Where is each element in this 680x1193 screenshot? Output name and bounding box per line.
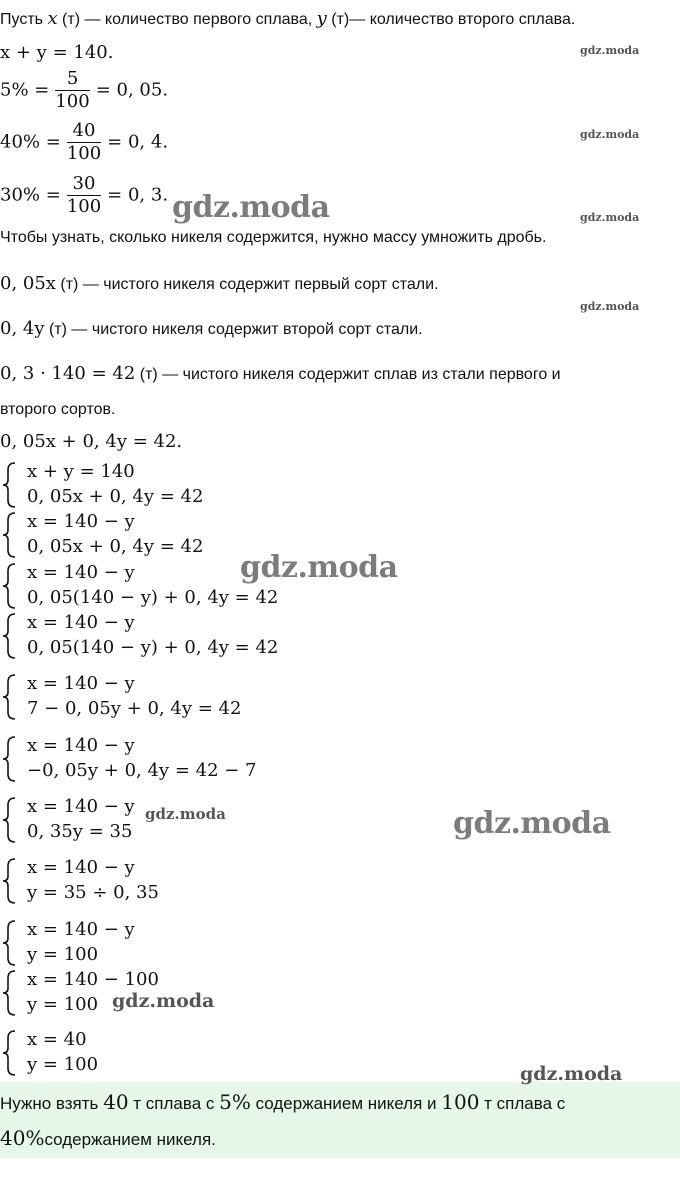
left-brace-icon	[2, 512, 20, 558]
text-mass: Чтобы узнать, сколько никеля содержится, нужно массу умножить дробь.	[0, 229, 547, 246]
percent-5-line	[0, 70, 168, 111]
system-equation: x + y = 140	[27, 461, 135, 482]
watermark: gdz.moda	[240, 550, 398, 585]
system-equation: −0, 05y + 0, 4y = 42 − 7	[27, 760, 257, 781]
nickel-line-1	[0, 273, 438, 295]
system-equation: 0, 05x + 0, 4y = 42	[27, 536, 204, 557]
left-brace-icon	[2, 613, 20, 659]
answer-text: т сплава с	[128, 1094, 220, 1113]
system-equation: 0, 05x + 0, 4y = 42	[27, 486, 204, 507]
fraction-denominator: 100	[55, 91, 90, 112]
left-brace-icon	[2, 462, 20, 508]
percent-lhs: 40% =	[0, 131, 61, 153]
percent-rhs: = 0, 05.	[95, 79, 169, 101]
left-brace-icon	[2, 736, 20, 782]
system-equation: x = 140 − y	[27, 857, 135, 878]
system-equation: 0, 05(140 − y) + 0, 4y = 42	[27, 637, 279, 658]
system-equation: x = 140 − y	[27, 612, 135, 633]
nickel-2-math: 0, 4y	[0, 318, 45, 339]
fraction-numerator: 40	[67, 122, 101, 143]
nickel-3-math: 0, 3 · 140 = 42	[0, 363, 136, 384]
system-equation: x = 40	[27, 1029, 87, 1050]
system-equation: x = 140 − y	[27, 562, 135, 583]
fraction-denominator: 100	[66, 143, 102, 164]
nickel-3-text: (т) — чистого никеля содержит сплав из стали первого и	[135, 366, 561, 383]
answer-text: содержанием никеля и	[250, 1094, 442, 1113]
answer-line-1	[0, 1090, 565, 1114]
nickel-1-math: 0, 05x	[0, 273, 56, 294]
fraction	[55, 70, 89, 111]
left-brace-icon	[2, 797, 20, 843]
left-brace-icon	[2, 674, 20, 720]
watermark: gdz.moda	[172, 190, 330, 225]
fraction-denominator: 100	[66, 196, 102, 217]
system-equation: 0, 05(140 − y) + 0, 4y = 42	[27, 587, 279, 608]
left-brace-icon	[2, 970, 20, 1016]
system-equation: y = 100	[27, 994, 99, 1015]
system-equation: 0, 35y = 35	[27, 821, 133, 842]
system-equation: x = 140 − y	[27, 735, 135, 756]
var-x: x	[47, 8, 58, 29]
system-equation: x = 140 − y	[27, 796, 135, 817]
fraction	[67, 122, 101, 163]
fraction	[67, 175, 101, 216]
percent-40-line	[0, 122, 168, 163]
percent-lhs: 5% =	[0, 79, 50, 101]
watermark: gdz.moda	[580, 128, 640, 141]
var-y: y	[316, 8, 327, 29]
equation-main: 0, 05x + 0, 4y = 42.	[0, 431, 183, 452]
equation-sum: x + y = 140.	[0, 42, 114, 63]
watermark: gdz.moda	[520, 1063, 623, 1085]
nickel-line-3	[0, 363, 561, 385]
system-equation: x = 140 − y	[27, 673, 135, 694]
left-brace-icon	[2, 920, 20, 966]
watermark: gdz.moda	[145, 805, 226, 823]
fraction-numerator: 5	[55, 70, 89, 91]
intro-text-1: Пусть	[0, 11, 48, 28]
system-equation: 7 − 0, 05y + 0, 4y = 42	[27, 698, 242, 719]
answer-box	[0, 1082, 680, 1158]
watermark: gdz.moda	[453, 806, 611, 841]
watermark: gdz.moda	[580, 211, 640, 224]
left-brace-icon	[2, 1030, 20, 1076]
percent-rhs: = 0, 3.	[107, 184, 169, 206]
nickel-line-3-cont: второго сортов.	[0, 401, 116, 418]
system-equation: y = 100	[27, 944, 99, 965]
nickel-line-2	[0, 318, 423, 340]
system-equation: x = 140 − 100	[27, 969, 159, 990]
answer-text: содержанием никеля.	[44, 1130, 216, 1149]
intro-text-2: (т) — количество первого сплава,	[57, 11, 317, 28]
system-equation: y = 100	[27, 1054, 99, 1075]
intro-text-3: (т)— количество второго сплава.	[326, 11, 576, 28]
nickel-2-text: (т) — чистого никеля содержит второй сорт стали.	[44, 321, 423, 338]
answer-text: т сплава с	[479, 1094, 566, 1113]
fraction-numerator: 30	[67, 175, 101, 196]
system-equation: x = 140 − y	[27, 511, 135, 532]
left-brace-icon	[2, 858, 20, 904]
answer-text: Нужно взять	[0, 1094, 104, 1113]
system-equation: x = 140 − y	[27, 919, 135, 940]
answer-number: 100	[441, 1090, 480, 1114]
answer-number: 5%	[219, 1090, 251, 1114]
answer-number: 40%	[0, 1126, 45, 1150]
percent-rhs: = 0, 4.	[107, 131, 169, 153]
left-brace-icon	[2, 563, 20, 609]
watermark: gdz.moda	[580, 300, 640, 313]
percent-lhs: 30% =	[0, 184, 61, 206]
percent-30-line	[0, 175, 168, 216]
answer-line-2	[0, 1126, 216, 1150]
watermark: gdz.moda	[580, 44, 640, 57]
system-equation: y = 35 ÷ 0, 35	[27, 882, 159, 903]
intro-line	[0, 8, 575, 30]
watermark: gdz.moda	[112, 990, 215, 1012]
nickel-1-text: (т) — чистого никеля содержит первый сорт стали.	[55, 276, 439, 293]
answer-number: 40	[103, 1090, 129, 1114]
